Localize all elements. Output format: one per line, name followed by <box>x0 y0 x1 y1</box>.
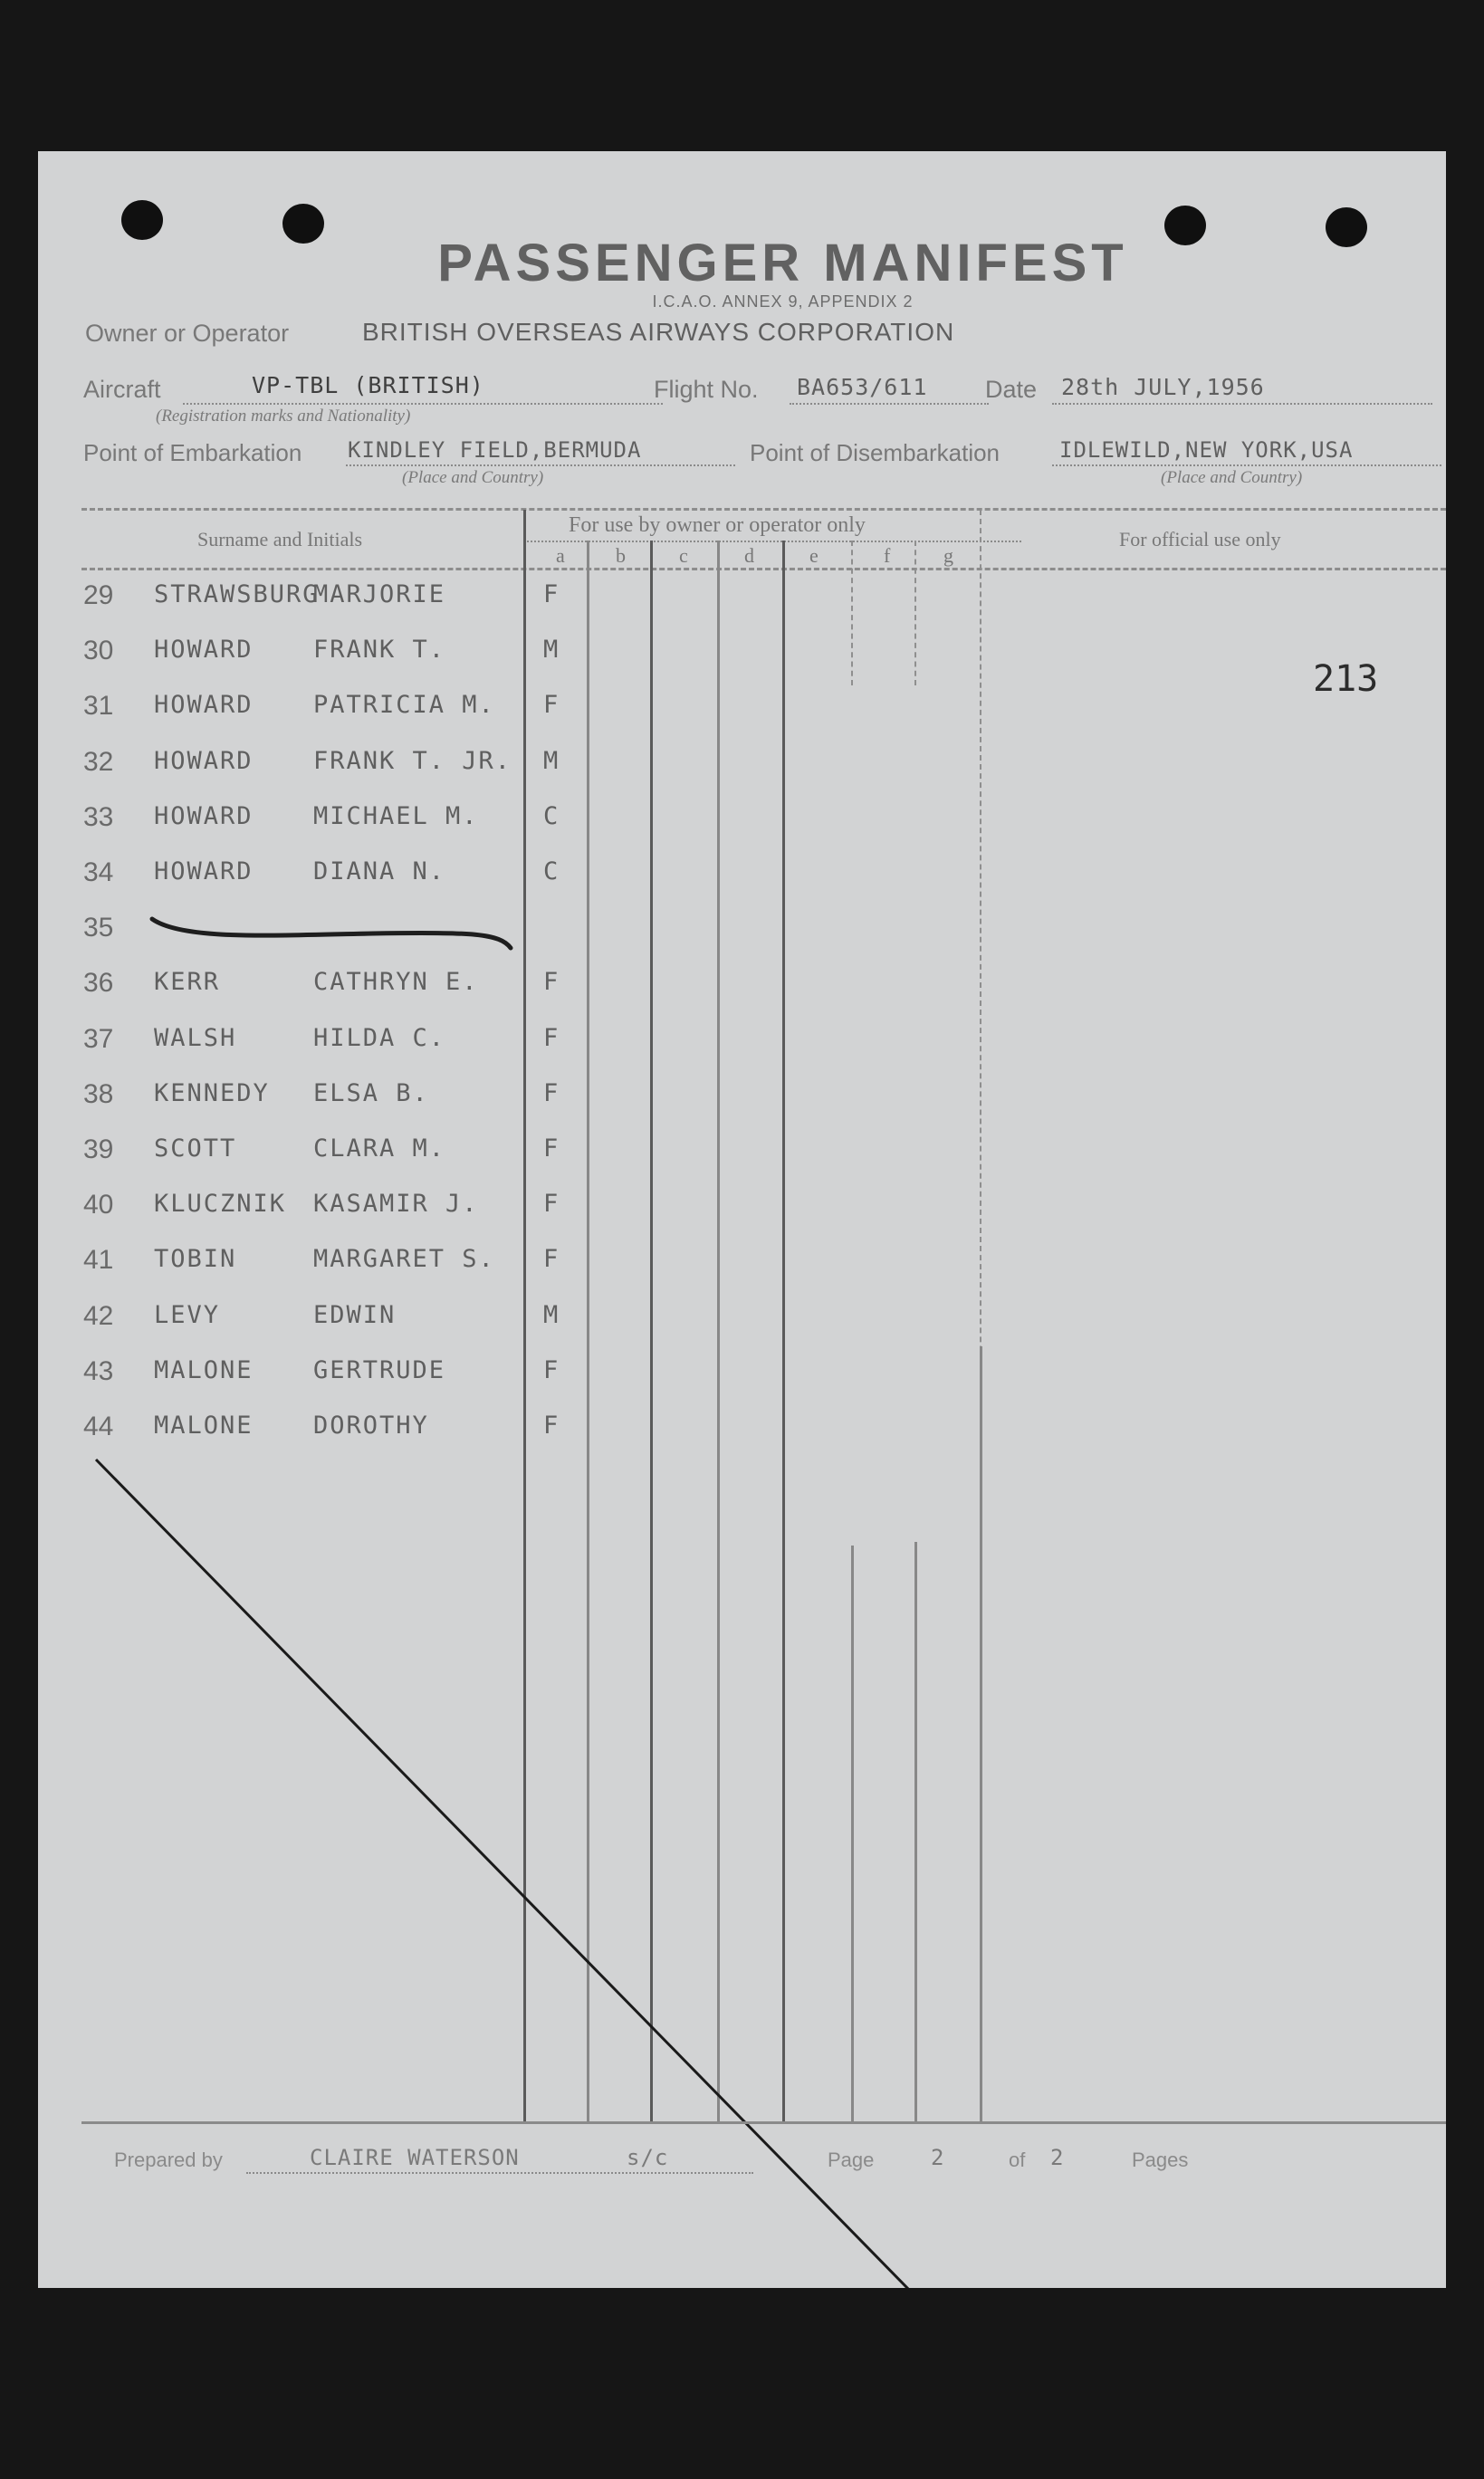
column-g-header: g <box>943 544 953 567</box>
owner-use-header: For use by owner or operator only <box>569 513 866 537</box>
row-number: 32 <box>83 746 114 777</box>
page-label: Page <box>828 2149 875 2171</box>
passenger-surname: LEVY <box>154 1300 221 1329</box>
passenger-surname: HOWARD <box>154 636 254 665</box>
column-c-header: c <box>679 544 688 567</box>
flight-label: Flight No. <box>654 376 759 403</box>
row-number: 30 <box>83 636 114 666</box>
passenger-surname: HOWARD <box>154 746 254 775</box>
footer-rule <box>81 2121 1446 2124</box>
passenger-given-name: DOROTHY <box>313 1412 429 1440</box>
disembarkation-value: IDLEWILD,NEW YORK,USA <box>1059 437 1354 463</box>
passenger-category: F <box>543 1078 559 1107</box>
passenger-category: M <box>543 746 559 775</box>
passenger-given-name: MARJORIE <box>313 580 446 608</box>
passenger-category: F <box>543 1412 559 1440</box>
disembarkation-label: Point of Disembarkation <box>750 439 1001 466</box>
page-title: PASSENGER MANIFEST <box>437 234 1128 292</box>
passenger-surname: MALONE <box>154 1412 254 1440</box>
passenger-surname: HOWARD <box>154 857 254 885</box>
row-number: 29 <box>83 580 114 610</box>
row-number: 42 <box>83 1300 114 1331</box>
passenger-surname: STRAWSBURG <box>154 580 320 608</box>
passenger-surname: HOWARD <box>154 801 254 830</box>
aircraft-hint: (Registration marks and Nationality) <box>156 407 411 426</box>
row-number: 31 <box>83 691 114 722</box>
passenger-surname: MALONE <box>154 1355 254 1384</box>
row-number: 40 <box>83 1190 114 1220</box>
passenger-category: C <box>543 801 559 830</box>
passenger-given-name: ELSA B. <box>313 1078 429 1107</box>
row-number: 36 <box>83 968 114 999</box>
passenger-category: F <box>543 1355 559 1384</box>
column-e-header: e <box>809 544 819 567</box>
passenger-given-name: MARGARET S. <box>313 1245 495 1274</box>
embarkation-hint: (Place and Country) <box>402 468 544 487</box>
prepared-by-suffix: s/c <box>627 2145 669 2170</box>
passenger-category: M <box>543 1300 559 1329</box>
date-label: Date <box>985 376 1038 403</box>
name-column-header: Surname and Initials <box>197 528 363 550</box>
embarkation-value: KINDLEY FIELD,BERMUDA <box>348 437 642 463</box>
row-number: 39 <box>83 1134 114 1164</box>
passenger-category: C <box>543 857 559 885</box>
date-value: 28th JULY,1956 <box>1061 374 1265 400</box>
row-number: 33 <box>83 801 114 832</box>
column-d-header: d <box>744 544 754 567</box>
row-number: 38 <box>83 1078 114 1109</box>
passenger-category: M <box>543 636 559 665</box>
passenger-given-name: DIANA N. <box>313 857 446 885</box>
row-number: 43 <box>83 1355 114 1386</box>
passenger-surname: TOBIN <box>154 1245 237 1274</box>
passenger-surname: KLUCZNIK <box>154 1190 287 1219</box>
row-number: 35 <box>83 913 114 943</box>
passenger-surname: WALSH <box>154 1023 237 1052</box>
passenger-given-name: CLARA M. <box>313 1134 446 1163</box>
page-value: 2 <box>931 2145 945 2170</box>
official-use-header: For official use only <box>1119 528 1281 550</box>
aircraft-label: Aircraft <box>83 376 161 403</box>
passenger-category: F <box>543 968 559 997</box>
passenger-category: F <box>543 1190 559 1219</box>
owner-label: Owner or Operator <box>85 320 290 347</box>
passenger-given-name: PATRICIA M. <box>313 691 495 720</box>
passenger-surname: HOWARD <box>154 691 254 720</box>
embarkation-label: Point of Embarkation <box>83 439 302 466</box>
of-label: of <box>1009 2149 1026 2171</box>
page-subtitle: I.C.A.O. ANNEX 9, APPENDIX 2 <box>652 292 914 311</box>
passenger-given-name: EDWIN <box>313 1300 397 1329</box>
prepared-by-underline <box>246 2172 753 2174</box>
row-number: 44 <box>83 1412 114 1441</box>
aircraft-value: VP-TBL (BRITISH) <box>252 372 484 398</box>
passenger-given-name: CATHRYN E. <box>313 968 479 997</box>
passenger-surname: SCOTT <box>154 1134 237 1163</box>
row-number: 34 <box>83 857 114 887</box>
cancel-line <box>38 151 1446 2288</box>
passenger-surname: KERR <box>154 968 221 997</box>
passenger-given-name: FRANK T. <box>313 636 446 665</box>
pages-label: Pages <box>1132 2149 1189 2171</box>
passenger-given-name: GERTRUDE <box>313 1355 446 1384</box>
manifest-sheet <box>38 151 1446 2288</box>
passenger-category: F <box>543 691 559 720</box>
passenger-category: F <box>543 1023 559 1052</box>
disembarkation-hint: (Place and Country) <box>1161 468 1303 487</box>
column-b-header: b <box>616 544 626 567</box>
column-f-header: f <box>884 544 891 567</box>
owner-value: BRITISH OVERSEAS AIRWAYS CORPORATION <box>362 318 955 346</box>
column-a-header: a <box>556 544 565 567</box>
passenger-given-name: KASAMIR J. <box>313 1190 479 1219</box>
official-number: 213 <box>1313 658 1379 700</box>
passenger-given-name: MICHAEL M. <box>313 801 479 830</box>
passenger-category: F <box>543 1245 559 1274</box>
passenger-given-name: FRANK T. JR. <box>313 746 512 775</box>
row-number: 41 <box>83 1245 114 1276</box>
passenger-given-name: HILDA C. <box>313 1023 446 1052</box>
flight-value: BA653/611 <box>797 374 928 400</box>
prepared-by-label: Prepared by <box>114 2149 223 2171</box>
row-number: 37 <box>83 1023 114 1054</box>
passenger-category: F <box>543 580 559 608</box>
prepared-by-value: CLAIRE WATERSON <box>310 2145 520 2170</box>
of-value: 2 <box>1050 2145 1065 2170</box>
passenger-category: F <box>543 1134 559 1163</box>
passenger-surname: KENNEDY <box>154 1078 270 1107</box>
